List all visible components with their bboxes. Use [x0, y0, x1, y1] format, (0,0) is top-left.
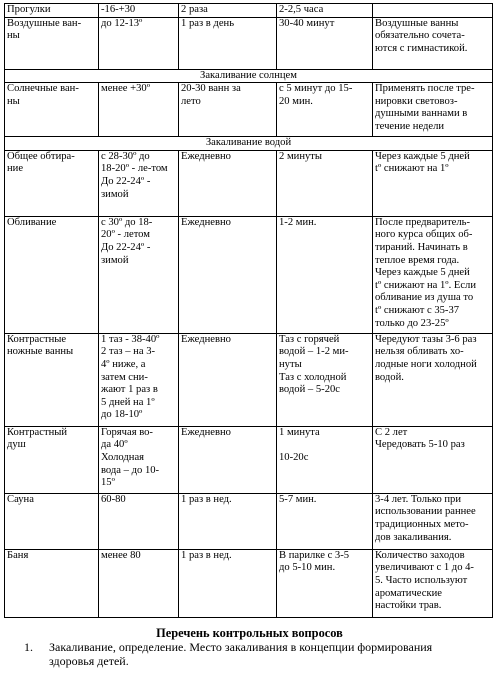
table-row	[5, 4, 493, 18]
temperature-cell: с 28-30º до 18-20º - ле-том До 22-24º - зимой	[99, 150, 179, 216]
procedure-cell: Контрастный душ	[5, 426, 99, 493]
notes-cell: 3-4 лет. Только при использовании раннее традиционных мето- дов закаливания.	[373, 493, 493, 549]
section-row	[5, 137, 493, 151]
procedure-cell: Баня	[5, 549, 99, 617]
notes-cell: С 2 лет Чередовать 5-10 раз	[373, 426, 493, 493]
procedure-cell: Общее обтира- ние	[5, 150, 99, 216]
section-title: Закаливание солнцем	[5, 69, 493, 83]
frequency-cell: 1 раз в нед.	[179, 549, 277, 617]
duration-cell: с 5 минут до 15- 20 мин.	[277, 83, 373, 137]
duration-cell: 2-2,5 часа	[277, 4, 373, 18]
table-row	[5, 150, 493, 216]
table-row	[5, 83, 493, 137]
frequency-cell: Ежедневно	[179, 426, 277, 493]
procedure-cell: Контрастные ножные ванны	[5, 333, 99, 426]
table-row	[5, 216, 493, 333]
procedure-cell: Сауна	[5, 493, 99, 549]
table-row	[5, 17, 493, 69]
frequency-cell: 1 раз в день	[179, 17, 277, 69]
notes-cell: Применять после тре- нировки световоз- душными ваннами в течение недели	[373, 83, 493, 137]
duration-cell: 1 минута 10-20с	[277, 426, 373, 493]
section-title: Закаливание водой	[5, 137, 493, 151]
temperature-cell: до 12-13º	[99, 17, 179, 69]
duration-cell: 30-40 минут	[277, 17, 373, 69]
temperature-cell: 60-80	[99, 493, 179, 549]
notes-cell: Количество заходов увеличивают с 1 до 4- 5. Часто используют ароматические настойки трав.	[373, 549, 493, 617]
notes-cell: Чередуют тазы 3-6 раз нельзя обливать хо- лодные ноги холодной водой.	[373, 333, 493, 426]
duration-cell: В парилке с 3-5 до 5-10 мин.	[277, 549, 373, 617]
duration-cell: Таз с горячей водой – 1-2 ми- нуты Таз с холодной водой – 5-20с	[277, 333, 373, 426]
duration-cell: 5-7 мин.	[277, 493, 373, 549]
temperature-cell: менее +30º	[99, 83, 179, 137]
frequency-cell: 20-30 ванн за лето	[179, 83, 277, 137]
frequency-cell: 1 раз в нед.	[179, 493, 277, 549]
table-row	[5, 426, 493, 493]
notes-cell	[373, 4, 493, 18]
hardening-table	[4, 3, 493, 618]
temperature-cell: Горячая во- да 40º Холодная вода – до 10- 15º	[99, 426, 179, 493]
questions-heading: Перечень контрольных вопросов	[156, 626, 343, 640]
notes-cell: После предваритель- ного курса общих об- тираний. Начинать в теплое время года. Через каждые 5 дней tº снижают на 1º. Если обливание из душа то tº снижают с 35-37 только до 23-25º	[373, 216, 493, 333]
frequency-cell: Ежедневно	[179, 333, 277, 426]
table-row	[5, 493, 493, 549]
table-row	[5, 549, 493, 617]
procedure-cell: Прогулки	[5, 4, 99, 18]
temperature-cell: -16-+30	[99, 4, 179, 18]
question-number: 1.	[24, 640, 33, 654]
notes-cell: Через каждые 5 дней tº снижают на 1º	[373, 150, 493, 216]
notes-cell: Воздушные ванны обязательно сочета- ются с гимнастикой.	[373, 17, 493, 69]
temperature-cell: 1 таз - 38-40º 2 таз – на 3- 4º ниже, а затем сни- жают 1 раз в 5 дней на 1º до 18-10º	[99, 333, 179, 426]
duration-cell: 1-2 мин.	[277, 216, 373, 333]
procedure-cell: Обливание	[5, 216, 99, 333]
temperature-cell: менее 80	[99, 549, 179, 617]
duration-cell: 2 минуты	[277, 150, 373, 216]
section-row	[5, 69, 493, 83]
table-row	[5, 333, 493, 426]
question-text: Закаливание, определение. Место закаливания в концепции формирования здоровья детей.	[49, 640, 433, 668]
procedure-cell: Солнечные ван- ны	[5, 83, 99, 137]
frequency-cell: 2 раза	[179, 4, 277, 18]
temperature-cell: с 30º до 18- 20º - летом До 22-24º - зимой	[99, 216, 179, 333]
procedure-cell: Воздушные ван- ны	[5, 17, 99, 69]
frequency-cell: Ежедневно	[179, 216, 277, 333]
frequency-cell: Ежедневно	[179, 150, 277, 216]
